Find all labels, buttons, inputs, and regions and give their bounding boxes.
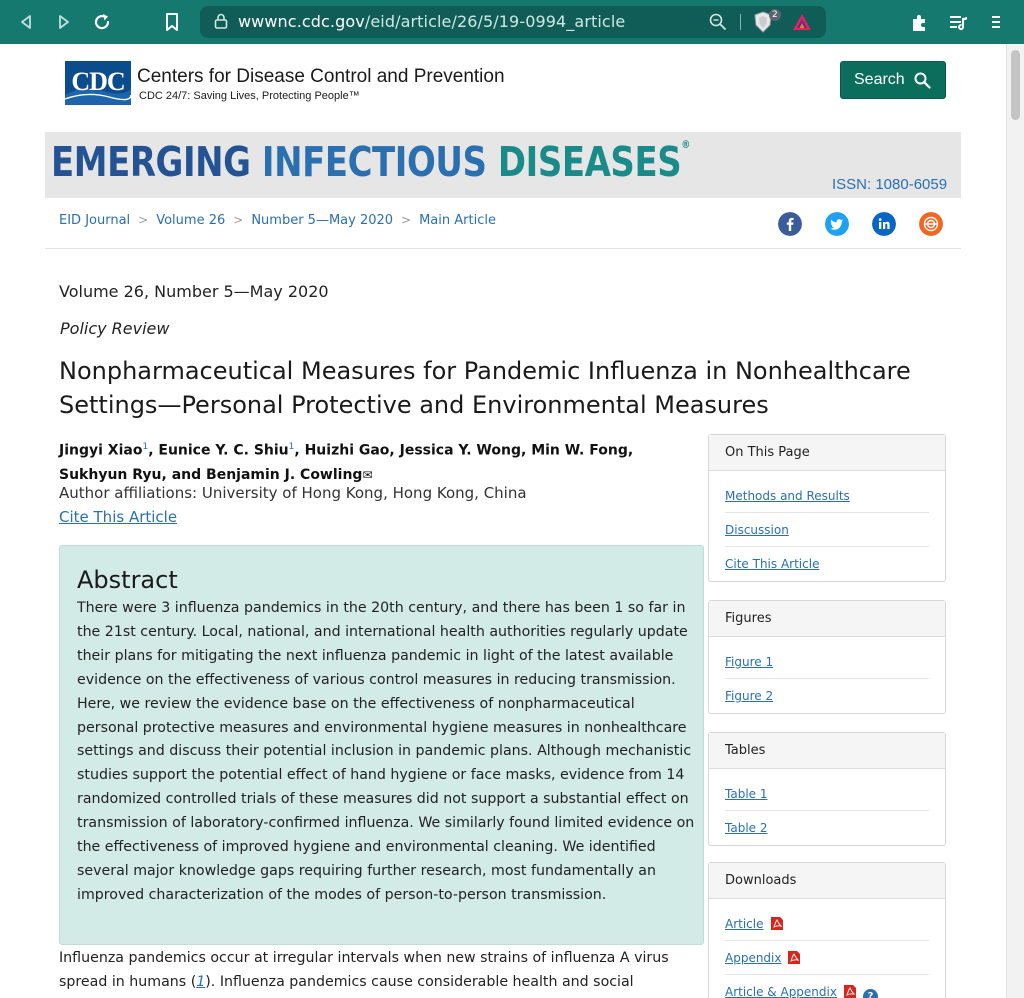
article-body-paragraph	[59, 947, 719, 995]
author-separator: ,	[520, 442, 532, 459]
breadcrumb-separator: >	[233, 213, 244, 227]
article-type: Policy Review	[60, 319, 170, 338]
reload-icon[interactable]	[90, 10, 114, 34]
abstract-heading: Abstract	[77, 566, 178, 594]
org-name[interactable]: Centers for Disease Control and Prevention	[137, 66, 505, 87]
link-label: Figure 1	[725, 655, 774, 669]
body-text: Influenza pandemics occur at irregular intervals when new strains of influenza A virus spread in humans (	[59, 950, 669, 990]
downloads-heading: Downloads	[709, 863, 945, 899]
download-article-and-appendix[interactable]	[725, 975, 929, 998]
author-list	[59, 435, 699, 487]
author-separator: ,	[389, 442, 400, 459]
link-cite-this-article[interactable]	[725, 547, 929, 581]
linkedin-icon[interactable]	[872, 212, 896, 236]
reference-link[interactable]: 1	[196, 973, 206, 990]
scrollbar-thumb[interactable]	[1011, 50, 1020, 120]
author-name[interactable]: Huizhi Gao	[304, 442, 390, 459]
link-figure-1[interactable]	[725, 645, 929, 679]
body-text: ). Influenza pandemics cause considerable health and social	[205, 973, 634, 990]
cdc-logo[interactable]	[65, 61, 131, 105]
figures-heading: Figures	[709, 601, 945, 637]
syndicate-icon[interactable]	[919, 212, 943, 236]
bookmark-icon[interactable]	[160, 10, 184, 34]
url-text[interactable]	[238, 12, 625, 31]
link-table-2[interactable]	[725, 811, 929, 845]
author-name[interactable]: Min W. Fong	[531, 442, 628, 459]
issn-label: ISSN: 1080-6059	[832, 176, 948, 193]
article-title: Nonpharmaceutical Measures for Pandemic Influenza in Nonhealthcare Settings—Personal Protective and Environmental Measures	[59, 357, 911, 419]
author-name[interactable]: Eunice Y. C. Shiu	[158, 442, 289, 459]
breadcrumb-number[interactable]: Number 5—May 2020	[251, 213, 394, 228]
author-name[interactable]: Jingyi Xiao	[59, 442, 143, 459]
eid-journal-title	[51, 138, 690, 186]
hamburger-menu-icon[interactable]	[984, 10, 1008, 34]
author-footnote[interactable]: 1	[288, 442, 295, 452]
email-icon[interactable]: ✉	[362, 467, 373, 482]
download-appendix[interactable]	[725, 941, 929, 975]
link-label: Cite This Article	[725, 557, 820, 571]
url-host: wwwnc.cdc.gov	[238, 12, 365, 31]
breadcrumb	[59, 213, 496, 228]
page-viewport	[0, 44, 1006, 998]
help-icon[interactable]: ?	[863, 989, 878, 998]
breadcrumb-eid-journal[interactable]: EID Journal	[59, 213, 131, 228]
forward-icon[interactable]	[52, 10, 76, 34]
link-table-1[interactable]	[725, 777, 929, 811]
eid-title-word-3: DISEASES	[497, 138, 682, 186]
org-tagline: CDC 24/7: Saving Lives, Protecting People™	[139, 90, 360, 102]
issue-volume: Volume 26, Number 5—May 2020	[59, 282, 329, 301]
back-icon[interactable]	[14, 10, 38, 34]
link-methods-and-results[interactable]	[725, 479, 929, 513]
header-divider	[45, 248, 961, 249]
search-button[interactable]	[840, 61, 946, 99]
link-label: Appendix	[725, 951, 782, 965]
puzzle-icon[interactable]	[908, 10, 932, 34]
address-bar-divider	[740, 14, 741, 30]
search-icon	[914, 72, 931, 89]
lock-icon	[214, 13, 228, 29]
cite-this-article-link[interactable]: Cite This Article	[59, 508, 178, 526]
tables-heading: Tables	[709, 733, 945, 769]
zoom-icon[interactable]	[708, 12, 728, 32]
link-label: Article	[725, 917, 764, 931]
address-bar[interactable]	[200, 6, 826, 38]
author-footnote[interactable]: 1	[142, 442, 149, 452]
breadcrumb-separator: >	[138, 213, 149, 227]
brave-rewards-icon[interactable]	[792, 13, 812, 31]
cdc-logo-text: CDC	[71, 67, 125, 96]
abstract-box	[59, 545, 704, 945]
download-article[interactable]	[725, 907, 929, 941]
eid-title-word-1: EMERGING	[51, 138, 251, 186]
shield-count-badge: 2	[769, 9, 781, 21]
author-name[interactable]: Sukhyun Ryu	[59, 466, 162, 483]
author-separator: ,	[627, 442, 634, 459]
search-button-label: Search	[854, 71, 905, 88]
abstract-text: There were 3 influenza pandemics in the 20th century, and there has been 1 so far in the 21st century. Local, national, and international health authorities regularly update their plans for mitigating the next influenza pandemic in light of the latest available evidence on the effectiveness of various control measures in reducing transmission. Here, we review the evidence base on the effectiveness of nonpharmaceutical personal protective measures and environmental hygiene measures in nonhealthcare settings and discuss their potential inclusion in pandemic plans. Although mechanistic studies support the potential effect of hand hygiene or face masks, evidence from 14 randomized controlled trials of these measures did not support a substantial effect on transmission of laboratory-confirmed influenza. We similarly found limited evidence on the effectiveness of improved hygiene and environmental cleaning. We identified several major knowledge gaps requiring further research, most fundamentally an improved characterization of the modes of person-to-person transmission.	[77, 600, 695, 903]
link-label: Table 2	[725, 821, 768, 835]
browser-toolbar	[0, 0, 1024, 44]
link-label: Discussion	[725, 523, 789, 537]
link-label: Methods and Results	[725, 489, 850, 503]
playlist-icon[interactable]	[946, 10, 970, 34]
eid-title-word-2: INFECTIOUS	[261, 138, 487, 186]
on-this-page-heading: On This Page	[709, 435, 945, 471]
link-discussion[interactable]	[725, 513, 929, 547]
page-scrollbar[interactable]	[1006, 44, 1024, 998]
url-path: /eid/article/26/5/19-0994_article	[364, 12, 626, 31]
breadcrumb-main-article[interactable]: Main Article	[419, 213, 496, 228]
author-separator: , and	[161, 466, 207, 483]
pdf-icon	[843, 984, 857, 998]
link-label: Figure 2	[725, 689, 774, 703]
breadcrumb-separator: >	[401, 213, 412, 227]
downloads-panel	[708, 862, 946, 998]
registered-mark: ®	[681, 138, 690, 151]
author-name[interactable]: Benjamin J. Cowling	[206, 466, 363, 483]
tables-panel	[708, 732, 946, 846]
twitter-icon[interactable]	[825, 212, 849, 236]
link-label: Article & Appendix	[725, 985, 837, 998]
author-affiliations: Author affiliations: University of Hong Kong, Hong Kong, China	[59, 484, 527, 502]
author-name[interactable]: Jessica Y. Wong	[399, 442, 521, 459]
figures-panel	[708, 600, 946, 714]
pdf-icon	[787, 950, 801, 965]
author-separator: ,	[294, 442, 305, 459]
link-label: Table 1	[725, 787, 768, 801]
pdf-icon	[770, 916, 784, 931]
eid-banner[interactable]	[45, 132, 961, 198]
facebook-icon[interactable]	[778, 212, 802, 236]
breadcrumb-volume[interactable]: Volume 26	[156, 213, 226, 228]
on-this-page-panel	[708, 434, 946, 582]
author-separator: ,	[148, 442, 159, 459]
link-figure-2[interactable]	[725, 679, 929, 713]
